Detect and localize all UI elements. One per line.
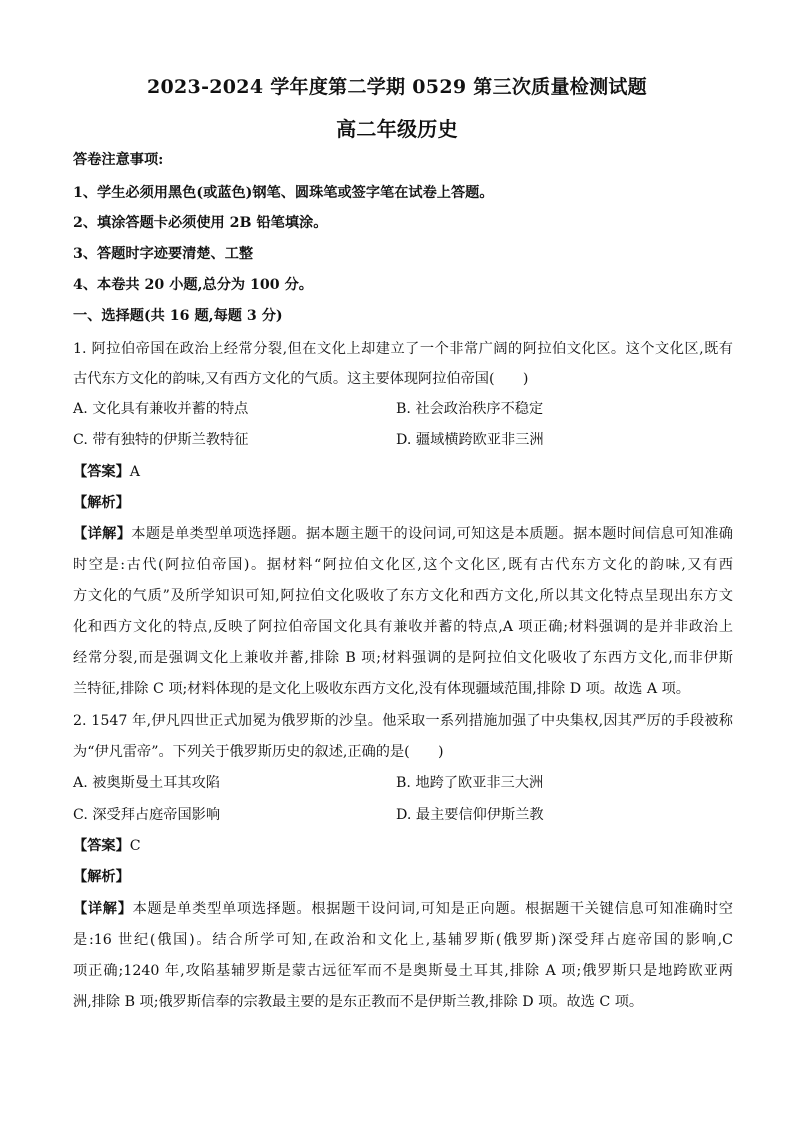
q2-analysis-tag: 【解析】 [73, 869, 130, 885]
exam-title: 2023-2024 学年度第二学期 0529 第三次质量检测试题 [147, 76, 647, 98]
q1-analysis-tag: 【解析】 [73, 495, 130, 511]
q2-detail-line-3: 项正确;1240 年,攻陷基辅罗斯是蒙古远征军而不是奥斯曼土耳其,排除 A 项;俄罗斯只是地跨欧亚两 [73, 963, 733, 979]
q2-option-a: A. 被奥斯曼土耳其攻陷 [73, 775, 220, 791]
detail-tag: 【详解】 [73, 526, 132, 542]
q1-option-c: C. 带有独特的伊斯兰教特征 [73, 432, 249, 448]
notes-heading: 答卷注意事项: [73, 152, 164, 168]
detail-tag: 【详解】 [73, 901, 133, 917]
q1-option-d: D. 疆域横跨欧亚非三洲 [396, 432, 544, 448]
q1-option-a: A. 文化具有兼收并蓄的特点 [73, 401, 249, 417]
answer-value: C [129, 838, 141, 854]
note-item-1: 1、学生必须用黑色(或蓝色)钢笔、圆珠笔或签字笔在试卷上答题。 [73, 185, 494, 201]
section-heading: 一、选择题(共 16 题,每题 3 分) [73, 308, 283, 324]
q1-detail-line-3: 方文化的气质”及所学知识可知,阿拉伯文化吸收了东方文化和西方文化,所以其文化特点呈现出东方文 [73, 588, 733, 604]
q2-stem-line-1: 2. 1547 年,伊凡四世正式加冕为俄罗斯的沙皇。他采取一系列措施加强了中央集权,因其严厉的手段被称 [73, 713, 733, 729]
q1-option-b: B. 社会政治秩序不稳定 [396, 401, 544, 417]
q1-answer [73, 462, 733, 482]
q1-detail-line-4: 化和西方文化的特点,反映了阿拉伯帝国文化具有兼收并蓄的特点,A 项正确;材料强调的是并非政治上 [73, 619, 733, 635]
q1-detail-line-6: 兰特征,排除 C 项;材料体现的是文化上吸收东西方文化,没有体现疆域范围,排除 D 项。故选 A 项。 [73, 681, 690, 697]
q2-detail-line-2: 是:16 世纪(俄国)。结合所学可知,在政治和文化上,基辅罗斯(俄罗斯)深受拜占庭帝国的影响,C [73, 932, 733, 948]
q2-detail-line-4: 洲,排除 B 项;俄罗斯信奉的宗教最主要的是东正教而不是伊斯兰教,排除 D 项。故选 C 项。 [73, 994, 644, 1010]
answer-tag: 【答案】 [73, 464, 130, 480]
q1-stem-line-1: 1. 阿拉伯帝国在政治上经常分裂,但在文化上却建立了一个非常广阔的阿拉伯文化区。这个文化区,既有 [73, 341, 733, 357]
answer-tag: 【答案】 [73, 838, 130, 854]
answer-value: A [129, 464, 141, 480]
q1-detail-line-2: 时空是:古代(阿拉伯帝国)。据材料“阿拉伯文化区,这个文化区,既有古代东方文化的韵味,又有西 [73, 557, 733, 573]
q2-detail-line-1 [73, 899, 733, 919]
q1-stem-line-2: 古代东方文化的韵味,又有西方文化的气质。这主要体现阿拉伯帝国( ) [73, 371, 529, 387]
note-item-2: 2、填涂答题卡必须使用 2B 铅笔填涂。 [73, 215, 328, 231]
note-item-3: 3、答题时字迹要清楚、工整 [73, 246, 254, 262]
q2-stem-line-2: 为“伊凡雷帝”。下列关于俄罗斯历史的叙述,正确的是( ) [73, 744, 444, 760]
q1-detail-line-5: 经常分裂,而是强调文化上兼收并蓄,排除 B 项;材料强调的是阿拉伯文化吸收了东西方文化,而非伊斯 [73, 650, 733, 666]
exam-subtitle: 高二年级历史 [336, 117, 458, 141]
q2-option-c: C. 深受拜占庭帝国影响 [73, 807, 221, 823]
q2-option-b: B. 地跨了欧亚非三大洲 [396, 775, 544, 791]
detail-text: 本题是单类型单项选择题。根据题干设问词,可知是正向题。根据题干关键信息可知准确时空 [132, 901, 733, 917]
detail-text: 本题是单类型单项选择题。据本题主题干的设问词,可知这是本质题。据本题时间信息可知准确 [131, 526, 733, 542]
q2-answer [73, 836, 733, 856]
q2-option-d: D. 最主要信仰伊斯兰教 [396, 807, 544, 823]
note-item-4: 4、本卷共 20 小题,总分为 100 分。 [73, 277, 313, 293]
q1-detail-line-1 [73, 524, 733, 544]
